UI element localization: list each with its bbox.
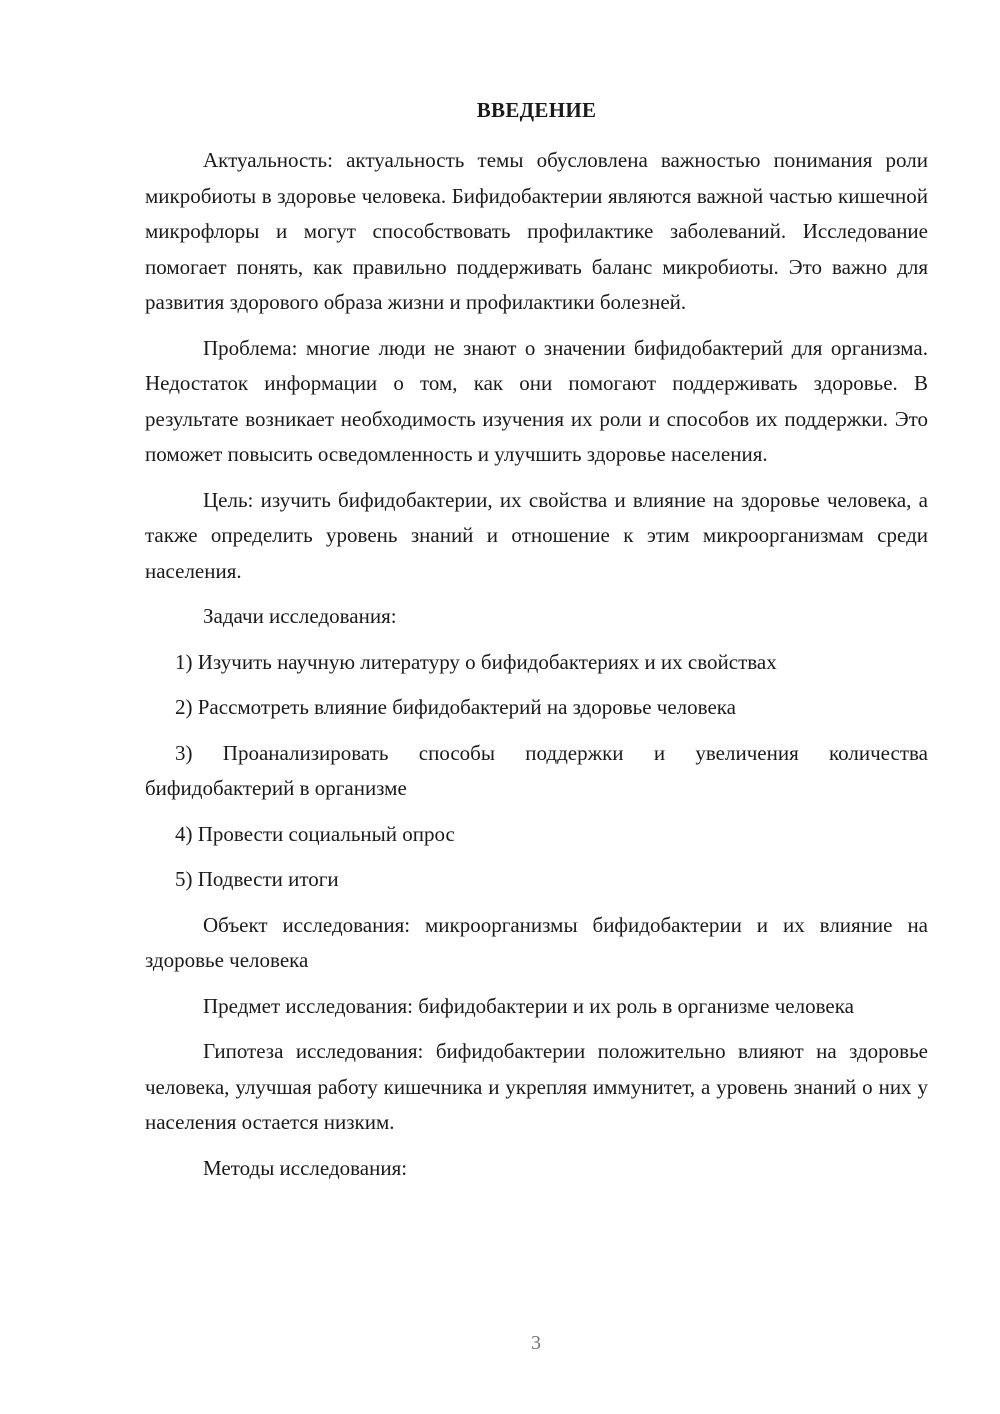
task-item-4: 4) Провести социальный опрос (175, 821, 455, 846)
document-page (145, 95, 928, 1196)
paragraph-goal: Цель: изучить бифидобактерии, их свойства и влияние на здоровье человека, а также определить уровень знаний и отношение к этим микроорганизмам среди населения. (145, 487, 928, 583)
paragraph-problem: Проблема: многие люди не знают о значении бифидобактерий для организма. Недостаток информации о том, как они помогают поддерживать здоровье. В результате возникает необходимость изучения их роли и способов их поддержки. Это поможет повысить осведомленность и улучшить здоровье населения. (145, 335, 928, 466)
paragraph-hypothesis: Гипотеза исследования: бифидобактерии положительно влияют на здоровье человека, улучшая работу кишечника и укрепляя иммунитет, а уровень знаний о них у населения остается низким. (145, 1039, 928, 1134)
paragraph-subject: Предмет исследования: бифидобактерии и их роль в организме человека (203, 993, 854, 1018)
paragraph-object: Объект исследования: микроорганизмы бифидобактерии и их влияние на здоровье человека (145, 912, 928, 972)
task-item-2: 2) Рассмотреть влияние бифидобактерий на здоровье человека (175, 695, 736, 719)
task-item-1: 1) Изучить научную литературу о бифидобактериях и их свойствах (175, 649, 777, 674)
page-number: 3 (531, 1332, 541, 1354)
paragraph-methods: Методы исследования: (203, 1155, 408, 1180)
task-item-3: 3) Проанализировать способы поддержки и увеличения количества бифидобактерий в организме (145, 740, 928, 800)
paragraph-relevance: Актуальность: актуальность темы обусловлена важностью понимания роли микробиоты в здоровье человека. Бифидобактерии являются важной частью кишечной микрофлоры и могут способствовать профилактике заболеваний. Исследование помогает понять, как правильно поддерживать баланс микробиоты. Это важно для развития здорового образа жизни и профилактики болезней. (145, 148, 928, 314)
paragraph-tasks-heading: Задачи исследования: (203, 604, 397, 628)
task-item-5: 5) Подвести итоги (175, 867, 339, 891)
section-title: ВВЕДЕНИЕ (476, 98, 597, 122)
